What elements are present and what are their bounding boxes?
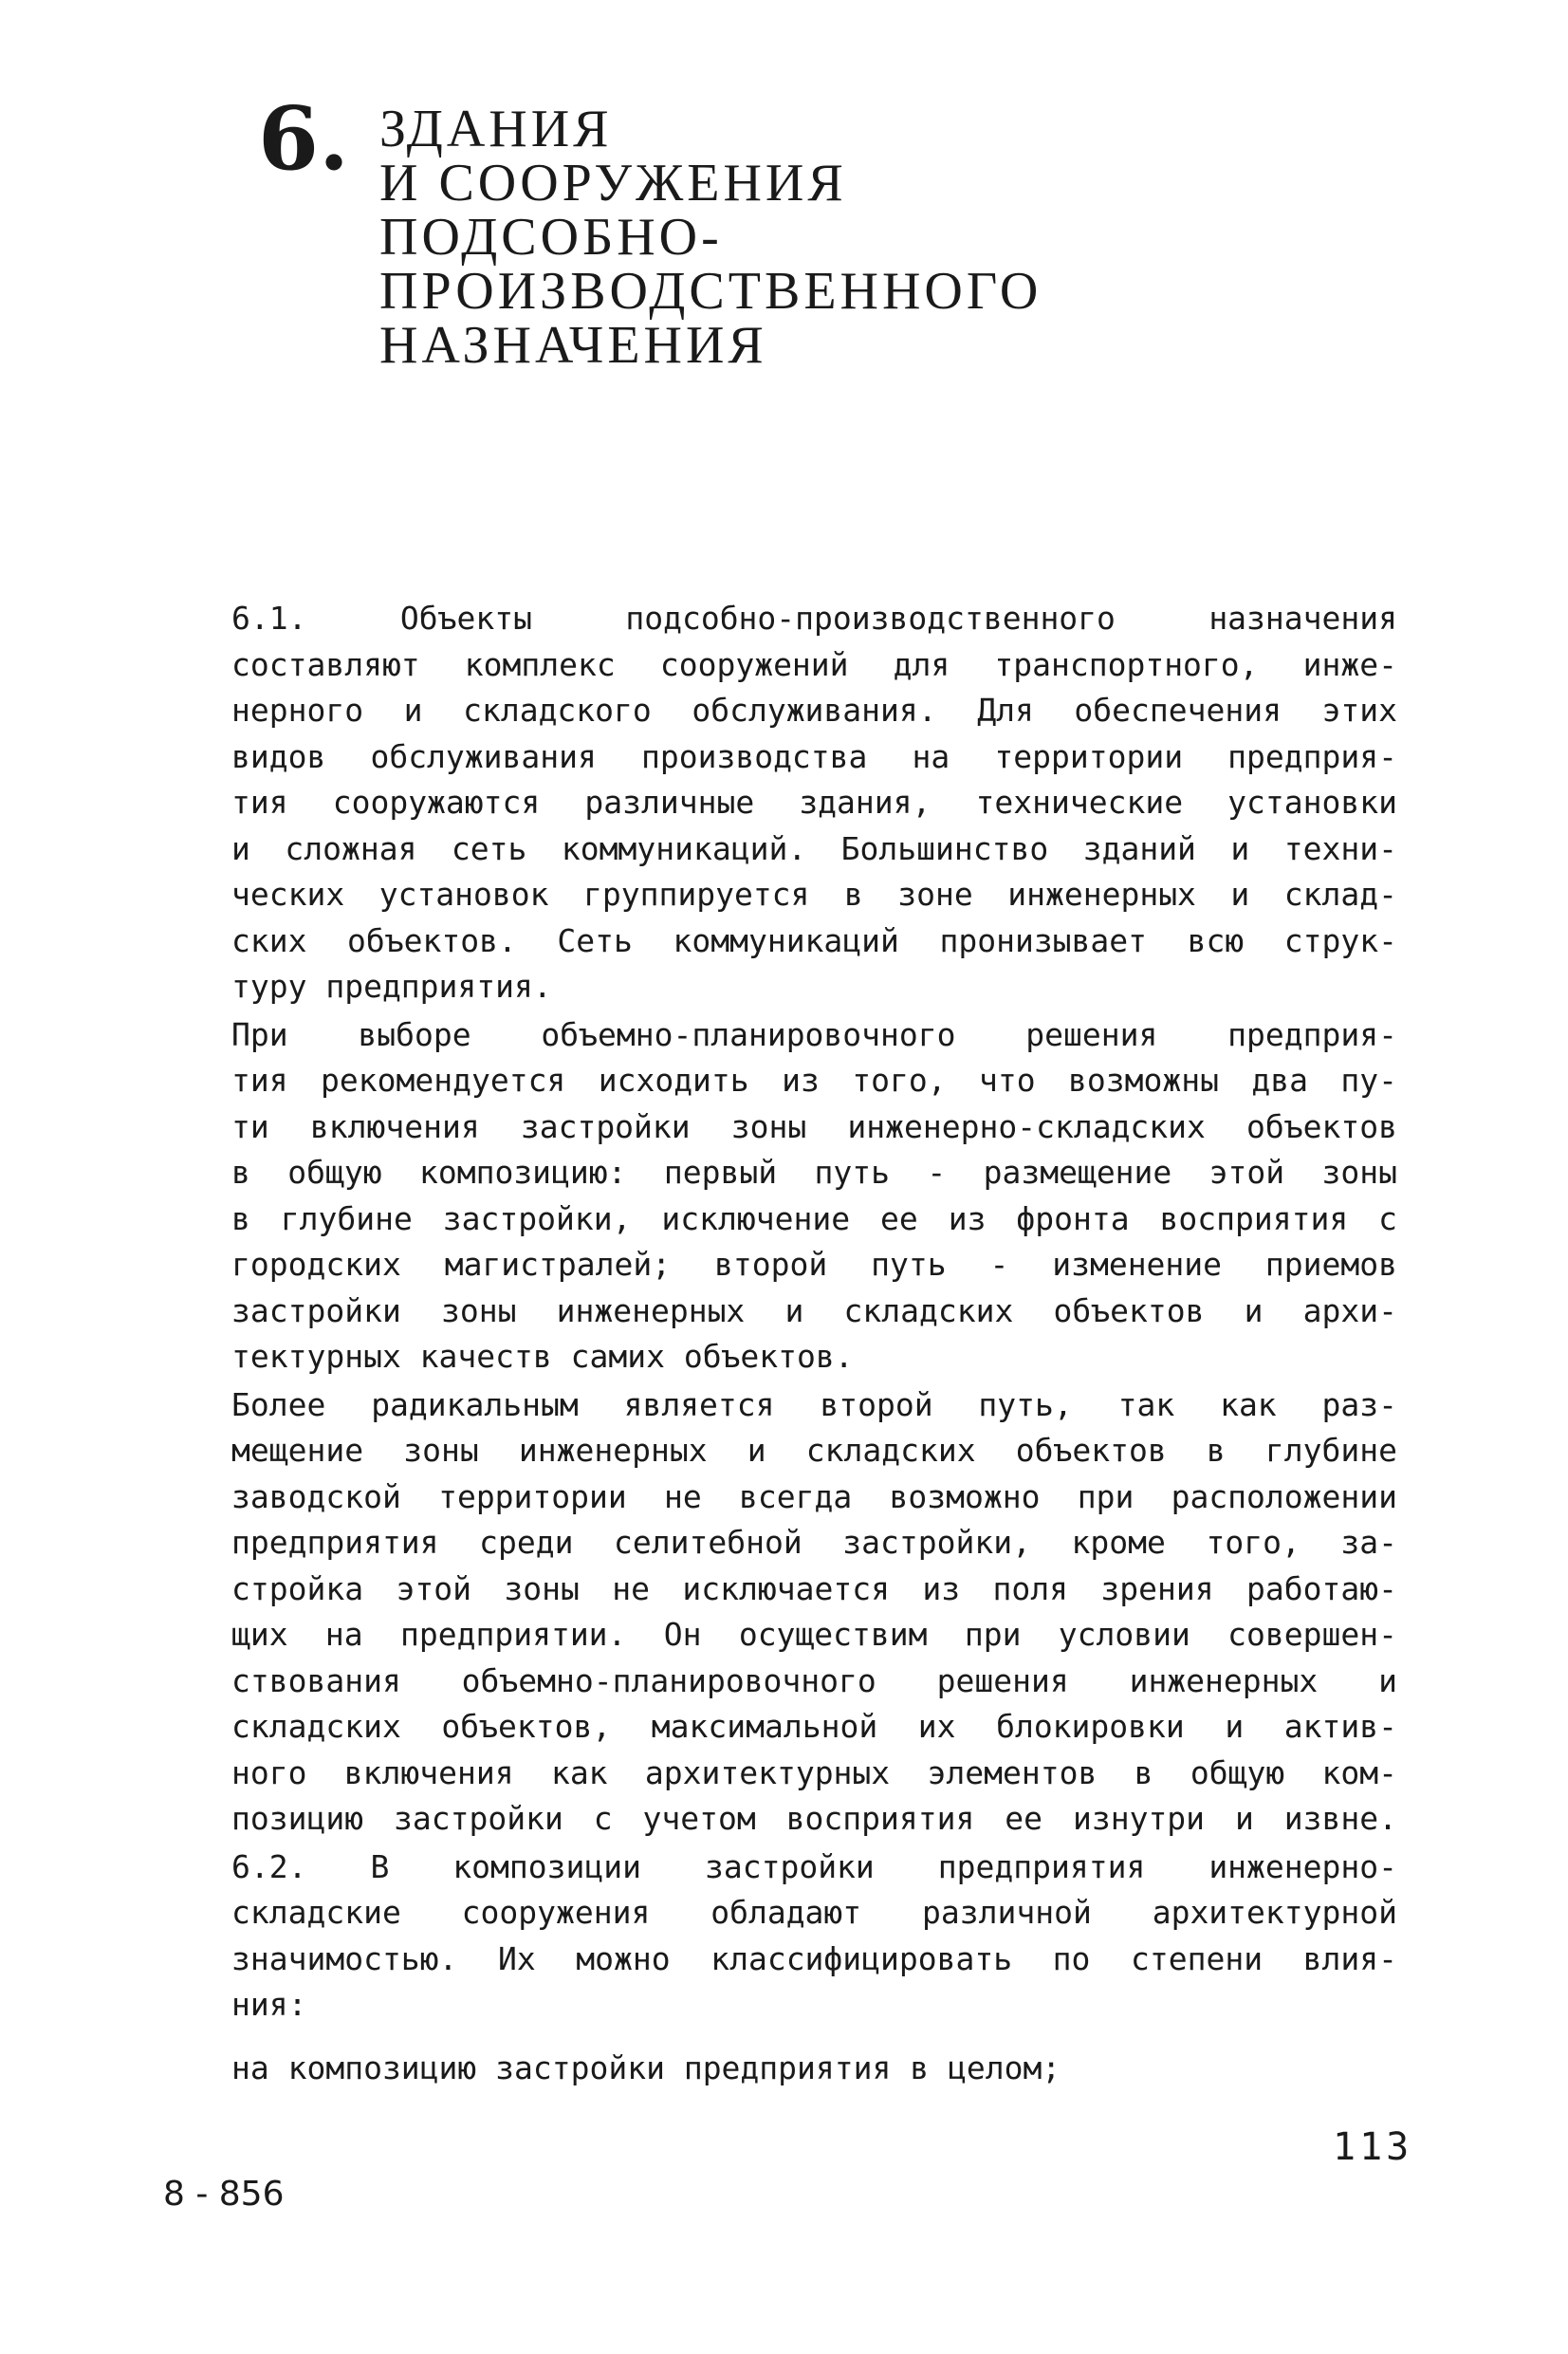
text-line: стройка этой зоны не исключается из поля зрения работаю- — [231, 1569, 1397, 1607]
text-line: предприятия среди селитебной застройки, кроме того, за- — [231, 1524, 1397, 1561]
paragraph-radical-path — [159, 1382, 1397, 1843]
text-line: ти включения застройки зоны инженерно-складских объектов — [231, 1107, 1397, 1145]
text-line: Более радикальным является второй путь, так как раз- — [231, 1385, 1397, 1423]
text-line: тия сооружаются различные здания, технические установки — [231, 784, 1397, 821]
text-line: щих на предприятии. Он осуществим при условии совершен- — [231, 1616, 1397, 1653]
text-line: и сложная сеть коммуникаций. Большинство зданий и техни- — [231, 829, 1397, 867]
paragraph-planning — [159, 1012, 1397, 1381]
text-line: ного включения как архитектурных элементов в общую ком- — [231, 1753, 1397, 1791]
text-line: складских объектов, максимальной их блокировки и актив- — [231, 1708, 1397, 1745]
text-line: 6.1. Объекты подсобно-производственного назначения — [231, 600, 1397, 637]
text-line: туру предприятия. — [231, 968, 552, 1005]
text-line: значимостью. Их можно классифицировать по степени влия- — [231, 1939, 1397, 1977]
text-line: заводской территории не всегда возможно при расположении — [231, 1477, 1397, 1515]
text-line: составляют комплекс сооружений для транспортного, инже- — [231, 645, 1397, 683]
text-line: ских объектов. Сеть коммуникаций пронизывает всю струк- — [231, 921, 1397, 959]
text-line: мещение зоны инженерных и складских объектов в глубине — [231, 1432, 1397, 1469]
text-line: позицию застройки с учетом восприятия ее изнутри и извне. — [231, 1800, 1397, 1837]
page-number: 113 — [1333, 2125, 1413, 2169]
paragraph-6-2 — [159, 1844, 1397, 2029]
chapter-title-line: ПРОИЗВОДСТВЕННОГО — [379, 262, 1042, 321]
text-line: городских магистралей; второй путь - изменение приемов — [231, 1246, 1397, 1283]
paragraph-6-1 — [159, 596, 1397, 1010]
text-line: ния: — [231, 1986, 307, 2023]
text-line: ствования объемно-планировочного решения инженерных и — [231, 1661, 1397, 1699]
chapter-title-line: ЗДАНИЯ — [379, 100, 613, 158]
chapter-title-line: НАЗНАЧЕНИЯ — [379, 316, 767, 375]
text-line: застройки зоны инженерных и складских объектов и архи- — [231, 1291, 1397, 1329]
printer-signature-mark: 8 - 856 — [163, 2175, 285, 2214]
text-line: видов обслуживания производства на территории предприя- — [231, 737, 1397, 775]
body-text — [159, 596, 1397, 2091]
chapter-title-line: ПОДСОБНО- — [379, 208, 723, 267]
text-line: 6.2. В композиции застройки предприятия инженерно- — [231, 1847, 1397, 1885]
text-line: тектурных качеств самих объектов. — [231, 1338, 854, 1375]
text-line: ческих установок группируется в зоне инженерных и склад- — [231, 876, 1397, 913]
text-line: складские сооружения обладают различной архитектурной — [231, 1894, 1397, 1931]
chapter-number: 6. — [258, 87, 350, 190]
chapter-title — [379, 102, 1042, 373]
text-line: нерного и складского обслуживания. Для обеспечения этих — [231, 692, 1397, 729]
text-line: тия рекомендуется исходить из того, что возможны два пу- — [231, 1062, 1397, 1099]
text-line: При выборе объемно-планировочного решения предприя- — [231, 1015, 1397, 1053]
list-item: на композицию застройки предприятия в целом; — [231, 2048, 1061, 2086]
chapter-title-line: И СООРУЖЕНИЯ — [379, 154, 847, 213]
text-line: в общую композицию: первый путь - размещение этой зоны — [231, 1154, 1397, 1191]
text-line: в глубине застройки, исключение ее из фронта восприятия с — [231, 1199, 1397, 1237]
